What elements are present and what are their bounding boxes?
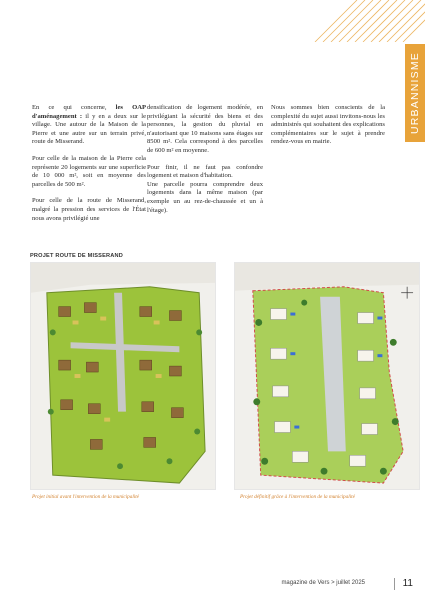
text-column-2: [147, 104, 263, 223]
magazine-name: magazine de Vers > juillet 2025: [281, 580, 365, 586]
paragraph: [32, 104, 146, 147]
initial-plan-image: [30, 262, 216, 490]
text: il y en a deux sur le village. Une autour de la Maison de la Pierre et une autre sur un terrain privé, route de Misserand.: [32, 112, 146, 146]
initial-plan-caption: Projet initial avant l'intervention de la municipalité: [32, 494, 139, 500]
text: En ce qui concerne,: [32, 104, 116, 111]
divider: [394, 578, 395, 590]
paragraph: densification de logement modérée, en privilégiant la sécurité des biens et des personnes, la gestion du pluvial en n'autorisant que 10 maisons sans étages sur 8500 m². Cela correspond à des parcelles de 600 m² en moyenne.: [147, 104, 263, 154]
decorative-hatching: [305, 0, 425, 42]
bold-text: les OAP d'aménagement :: [32, 104, 146, 120]
paragraph: Pour celle de la maison de la Pierre cela représente 20 logements sur une superficie de 10 000 m², soit en moyenne des parcelles de 500 m².: [32, 154, 146, 188]
final-plan-image: [234, 262, 420, 490]
section-title: URBANNISME: [409, 51, 421, 134]
project-label: PROJET ROUTE DE MISSERAND: [30, 253, 123, 259]
page-footer: [0, 578, 425, 592]
paragraph: Une parcelle pourra comprendre deux logements dans la même maison (par exemple un au rez-de-chaussée et un à l'étage).: [147, 180, 263, 214]
paragraph: Pour celle de la route de Misserand, malgré la pression des services de l'État nous avons privilégié une: [32, 197, 146, 222]
paragraph: Pour finir, il ne faut pas confondre logement et maison d'habitation.: [147, 163, 263, 180]
text-column-3: [271, 104, 385, 155]
paragraph: Nous sommes bien conscients de la complexité du sujet aussi invitons-nous les administrés qui souhaitent des explications complémentaires sur le sujet à prendre rendez-vous en mairie.: [271, 104, 385, 146]
page-number: 11: [402, 578, 413, 589]
section-tab: [405, 44, 425, 142]
text-column-1: [32, 104, 146, 223]
final-plan-caption: Projet définitif grâce à l'intervention de la municipalité: [240, 494, 355, 500]
